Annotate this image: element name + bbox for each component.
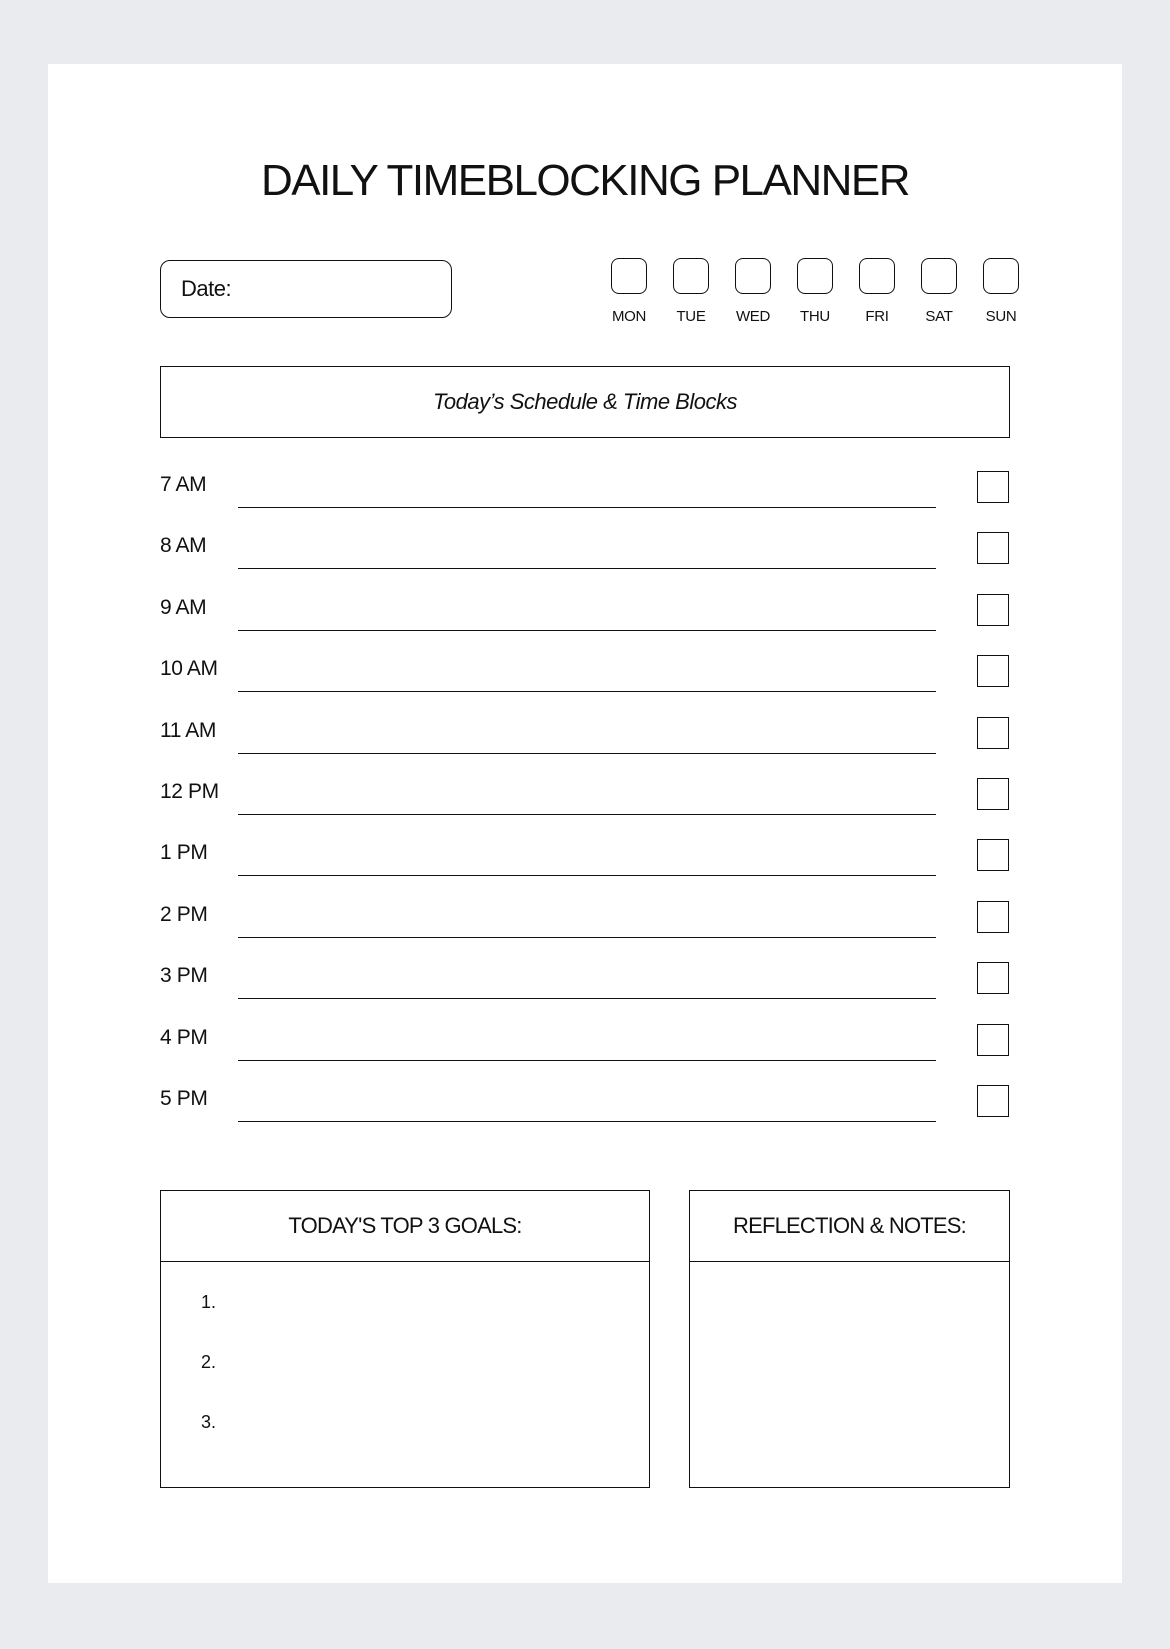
day-label: SUN (985, 308, 1017, 325)
time-entry-line[interactable] (238, 998, 936, 999)
day-checkbox[interactable] (673, 258, 709, 294)
time-entry-line[interactable] (238, 875, 936, 876)
time-checkbox[interactable] (977, 655, 1009, 687)
time-entry-line[interactable] (238, 1060, 936, 1061)
time-label: 4 PM (160, 1025, 208, 1049)
time-checkbox[interactable] (977, 778, 1009, 810)
time-checkbox[interactable] (977, 532, 1009, 564)
time-entry-line[interactable] (238, 507, 936, 508)
day-mon (598, 258, 660, 325)
time-row (160, 469, 1010, 530)
time-label: 10 AM (160, 657, 218, 681)
time-checkbox[interactable] (977, 594, 1009, 626)
time-checkbox[interactable] (977, 717, 1009, 749)
time-label: 3 PM (160, 964, 208, 988)
time-label: 9 AM (160, 595, 207, 619)
notes-heading: REFLECTION & NOTES: (690, 1191, 1009, 1262)
time-row (160, 899, 1010, 960)
time-entry-line[interactable] (238, 568, 936, 569)
day-label: TUE (676, 308, 706, 325)
goal-item[interactable]: 2. (201, 1352, 217, 1372)
time-checkbox[interactable] (977, 901, 1009, 933)
time-label: 1 PM (160, 841, 208, 865)
time-label: 8 AM (160, 534, 207, 558)
time-checkbox[interactable] (977, 839, 1009, 871)
day-label: THU (800, 308, 830, 325)
goals-list (161, 1262, 649, 1472)
time-checkbox[interactable] (977, 962, 1009, 994)
day-label: FRI (865, 308, 889, 325)
goals-heading: TODAY'S TOP 3 GOALS: (161, 1191, 649, 1262)
notes-panel (689, 1190, 1010, 1488)
day-fri (846, 258, 908, 325)
time-checkbox[interactable] (977, 471, 1009, 503)
date-field[interactable] (160, 260, 452, 318)
time-label: 7 AM (160, 473, 207, 496)
time-label: 12 PM (160, 780, 219, 803)
time-entry-line[interactable] (238, 630, 936, 631)
day-label: SAT (925, 308, 953, 325)
day-checkbox[interactable] (611, 258, 647, 294)
time-entry-line[interactable] (238, 753, 936, 754)
day-wed (722, 258, 784, 325)
day-checkbox[interactable] (859, 258, 895, 294)
day-checkbox[interactable] (983, 258, 1019, 294)
time-label: 5 PM (160, 1087, 208, 1110)
day-checkbox[interactable] (797, 258, 833, 294)
time-entry-line[interactable] (238, 1121, 936, 1122)
time-entry-line[interactable] (238, 937, 936, 938)
time-row (160, 715, 1010, 776)
notes-area[interactable] (690, 1262, 1009, 1488)
time-entry-line[interactable] (238, 814, 936, 815)
goal-item[interactable]: 1. (201, 1292, 217, 1312)
time-row (160, 1083, 1010, 1144)
day-tue (660, 258, 722, 325)
time-checkbox[interactable] (977, 1085, 1009, 1117)
day-checkbox[interactable] (921, 258, 957, 294)
time-row (160, 530, 1010, 591)
time-checkbox[interactable] (977, 1024, 1009, 1056)
day-checkbox[interactable] (735, 258, 771, 294)
day-sun (970, 258, 1032, 325)
time-label: 2 PM (160, 902, 208, 926)
time-row (160, 776, 1010, 837)
planner-page (48, 64, 1122, 1583)
date-label: Date: (181, 276, 232, 301)
schedule-heading: Today’s Schedule & Time Blocks (160, 366, 1010, 438)
time-row (160, 653, 1010, 714)
time-row (160, 1022, 1010, 1083)
day-label: MON (611, 308, 647, 325)
day-thu (784, 258, 846, 325)
day-label: WED (735, 308, 771, 325)
day-sat (908, 258, 970, 325)
time-label: 11 AM (160, 718, 216, 742)
time-row (160, 592, 1010, 653)
goals-panel (160, 1190, 650, 1488)
page-title: DAILY TIMEBLOCKING PLANNER (260, 156, 910, 205)
time-row (160, 837, 1010, 898)
weekday-selector (598, 258, 1032, 325)
time-entry-line[interactable] (238, 691, 936, 692)
time-row (160, 960, 1010, 1021)
goal-item[interactable]: 3. (201, 1412, 217, 1432)
